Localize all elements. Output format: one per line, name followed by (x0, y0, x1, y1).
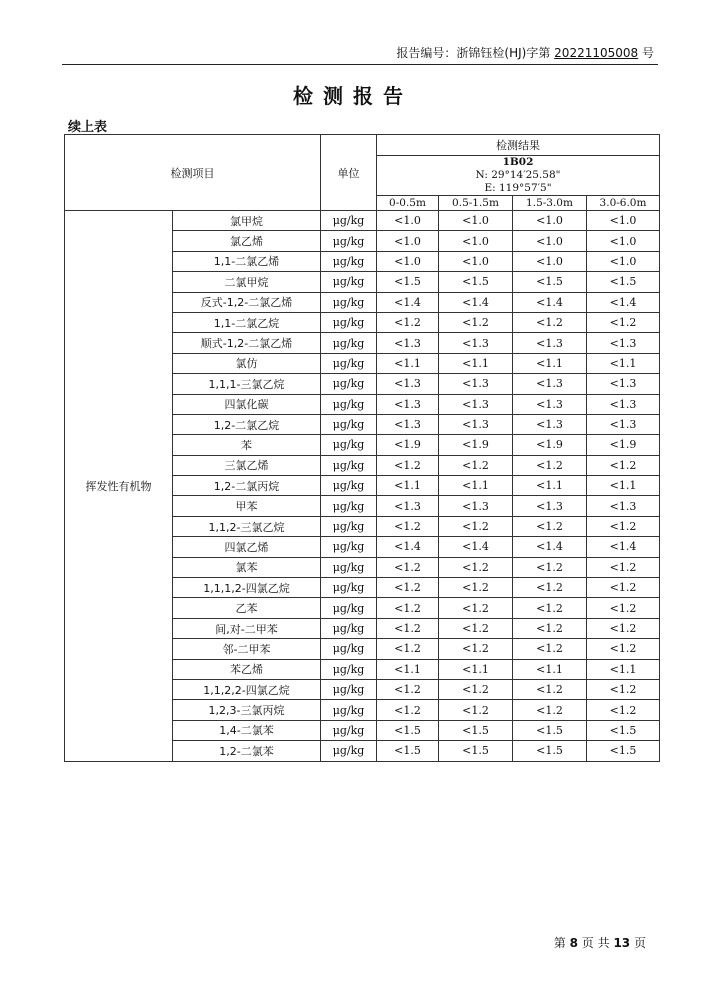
analyte-name: 氯乙烯 (173, 231, 321, 251)
depth-header: 3.0-6.0m (587, 196, 660, 211)
result-value: <1.9 (587, 435, 660, 455)
result-value: <1.0 (377, 231, 439, 251)
result-value: <1.3 (587, 333, 660, 353)
result-value: <1.2 (513, 578, 587, 598)
analyte-name: 1,2,3-三氯丙烷 (173, 700, 321, 720)
result-value: <1.4 (439, 292, 513, 312)
sample-point-lon: E: 119°57′5" (484, 182, 552, 194)
result-value: <1.5 (439, 272, 513, 292)
result-value: <1.0 (587, 231, 660, 251)
result-value: <1.2 (513, 557, 587, 577)
result-value: <1.3 (377, 333, 439, 353)
result-value: <1.2 (587, 639, 660, 659)
analyte-name: 邻-二甲苯 (173, 639, 321, 659)
result-value: <1.0 (513, 231, 587, 251)
result-value: <1.0 (587, 211, 660, 231)
result-value: <1.3 (587, 394, 660, 414)
result-value: <1.2 (513, 679, 587, 699)
result-value: <1.5 (513, 720, 587, 740)
analyte-name: 氯仿 (173, 353, 321, 373)
result-value: <1.5 (513, 272, 587, 292)
result-value: <1.0 (439, 251, 513, 271)
analyte-name: 氯甲烷 (173, 211, 321, 231)
sample-point (377, 156, 660, 196)
unit-cell: μg/kg (321, 557, 377, 577)
result-value: <1.2 (439, 700, 513, 720)
analyte-name: 1,1-二氯乙烯 (173, 251, 321, 271)
result-value: <1.4 (513, 537, 587, 557)
result-value: <1.5 (377, 741, 439, 761)
result-value: <1.2 (513, 455, 587, 475)
table-row (65, 211, 660, 231)
result-value: <1.2 (439, 557, 513, 577)
analyte-name: 1,1-二氯乙烷 (173, 312, 321, 332)
analyte-name: 间,对-二甲苯 (173, 618, 321, 638)
footer-total-pages: 13 (613, 936, 631, 950)
report-number (396, 44, 654, 61)
unit-cell: μg/kg (321, 211, 377, 231)
result-value: <1.1 (513, 659, 587, 679)
result-value: <1.1 (587, 476, 660, 496)
result-value: <1.2 (439, 312, 513, 332)
result-value: <1.2 (587, 312, 660, 332)
result-value: <1.1 (439, 659, 513, 679)
page-title: 检测报告 (293, 84, 413, 108)
page-footer (554, 934, 646, 951)
result-value: <1.2 (587, 618, 660, 638)
result-value: <1.2 (513, 516, 587, 536)
unit-cell: μg/kg (321, 679, 377, 699)
footer-suffix: 页 (633, 936, 646, 950)
unit-cell: μg/kg (321, 374, 377, 394)
results-body (65, 211, 660, 762)
result-value: <1.9 (439, 435, 513, 455)
analyte-name: 二氯甲烷 (173, 272, 321, 292)
result-value: <1.4 (587, 537, 660, 557)
result-value: <1.5 (513, 741, 587, 761)
result-value: <1.3 (513, 333, 587, 353)
result-value: <1.5 (587, 720, 660, 740)
continued-label: 续上表 (68, 120, 108, 135)
analyte-name: 乙苯 (173, 598, 321, 618)
result-value: <1.3 (439, 496, 513, 516)
result-value: <1.2 (587, 598, 660, 618)
header-result: 检测结果 (377, 135, 660, 156)
report-number-suffix: 号 (641, 46, 654, 60)
unit-cell: μg/kg (321, 251, 377, 271)
analyte-name: 反式-1,2-二氯乙烯 (173, 292, 321, 312)
result-value: <1.5 (587, 741, 660, 761)
unit-cell: μg/kg (321, 516, 377, 536)
unit-cell: μg/kg (321, 618, 377, 638)
result-value: <1.3 (377, 414, 439, 434)
result-value: <1.0 (513, 251, 587, 271)
category-cell: 挥发性有机物 (65, 211, 173, 762)
unit-cell: μg/kg (321, 353, 377, 373)
result-value: <1.3 (439, 414, 513, 434)
result-value: <1.0 (513, 211, 587, 231)
result-value: <1.2 (513, 312, 587, 332)
result-value: <1.3 (513, 496, 587, 516)
result-value: <1.3 (513, 394, 587, 414)
result-value: <1.2 (439, 578, 513, 598)
result-value: <1.3 (439, 333, 513, 353)
header-item: 检测项目 (65, 135, 321, 211)
result-value: <1.3 (439, 394, 513, 414)
result-value: <1.1 (439, 476, 513, 496)
analyte-name: 苯乙烯 (173, 659, 321, 679)
result-value: <1.2 (377, 618, 439, 638)
depth-header: 1.5-3.0m (513, 196, 587, 211)
analyte-name: 1,1,1-三氯乙烷 (173, 374, 321, 394)
unit-cell: μg/kg (321, 333, 377, 353)
result-value: <1.2 (513, 618, 587, 638)
unit-cell: μg/kg (321, 455, 377, 475)
analyte-name: 甲苯 (173, 496, 321, 516)
analyte-name: 氯苯 (173, 557, 321, 577)
result-value: <1.2 (439, 598, 513, 618)
analyte-name: 三氯乙烯 (173, 455, 321, 475)
header-divider (62, 64, 658, 65)
analyte-name: 1,1,2,2-四氯乙烷 (173, 679, 321, 699)
result-value: <1.2 (377, 598, 439, 618)
result-value: <1.5 (377, 720, 439, 740)
result-value: <1.1 (513, 476, 587, 496)
result-value: <1.2 (439, 639, 513, 659)
result-value: <1.3 (513, 414, 587, 434)
result-value: <1.3 (587, 496, 660, 516)
result-value: <1.2 (377, 639, 439, 659)
analyte-name: 1,2-二氯丙烷 (173, 476, 321, 496)
unit-cell: μg/kg (321, 231, 377, 251)
analyte-name: 1,4-二氯苯 (173, 720, 321, 740)
result-value: <1.2 (439, 516, 513, 536)
result-value: <1.2 (377, 516, 439, 536)
result-value: <1.0 (377, 211, 439, 231)
unit-cell: μg/kg (321, 435, 377, 455)
result-value: <1.2 (513, 639, 587, 659)
analyte-name: 1,1,1,2-四氯乙烷 (173, 578, 321, 598)
result-value: <1.4 (439, 537, 513, 557)
result-value: <1.5 (439, 741, 513, 761)
result-value: <1.2 (587, 455, 660, 475)
footer-prefix: 第 (553, 936, 566, 950)
result-value: <1.1 (513, 353, 587, 373)
result-value: <1.1 (377, 659, 439, 679)
unit-cell: μg/kg (321, 312, 377, 332)
analyte-name: 1,1,2-三氯乙烷 (173, 516, 321, 536)
unit-cell: μg/kg (321, 639, 377, 659)
unit-cell: μg/kg (321, 476, 377, 496)
unit-cell: μg/kg (321, 272, 377, 292)
result-value: <1.5 (587, 272, 660, 292)
result-value: <1.2 (513, 598, 587, 618)
unit-cell: μg/kg (321, 394, 377, 414)
result-value: <1.0 (377, 251, 439, 271)
result-value: <1.3 (377, 496, 439, 516)
result-value: <1.3 (513, 374, 587, 394)
result-value: <1.2 (587, 516, 660, 536)
result-value: <1.3 (587, 414, 660, 434)
result-value: <1.2 (377, 312, 439, 332)
report-number-label: 报告编号：浙锦钰检(HJ)字第 (396, 46, 551, 60)
result-value: <1.4 (587, 292, 660, 312)
result-value: <1.2 (377, 455, 439, 475)
unit-cell: μg/kg (321, 741, 377, 761)
result-value: <1.2 (587, 700, 660, 720)
header-unit: 单位 (321, 135, 377, 211)
result-value: <1.2 (587, 557, 660, 577)
report-number-value: 20221105008 (554, 46, 639, 60)
result-value: <1.2 (377, 679, 439, 699)
result-value: <1.4 (513, 292, 587, 312)
depth-header: 0.5-1.5m (439, 196, 513, 211)
analyte-name: 苯 (173, 435, 321, 455)
result-value: <1.4 (377, 537, 439, 557)
results-table (64, 134, 660, 762)
unit-cell: μg/kg (321, 578, 377, 598)
result-value: <1.9 (513, 435, 587, 455)
analyte-name: 四氯乙烯 (173, 537, 321, 557)
sample-point-id: 1B02 (502, 156, 534, 168)
analyte-name: 四氯化碳 (173, 394, 321, 414)
result-value: <1.2 (587, 578, 660, 598)
result-value: <1.5 (377, 272, 439, 292)
result-value: <1.2 (587, 679, 660, 699)
result-value: <1.5 (439, 720, 513, 740)
result-value: <1.2 (377, 578, 439, 598)
analyte-name: 顺式-1,2-二氯乙烯 (173, 333, 321, 353)
unit-cell: μg/kg (321, 292, 377, 312)
footer-page-number: 8 (569, 936, 578, 950)
result-value: <1.2 (439, 679, 513, 699)
result-value: <1.0 (587, 251, 660, 271)
result-value: <1.2 (377, 700, 439, 720)
result-value: <1.3 (439, 374, 513, 394)
analyte-name: 1,2-二氯苯 (173, 741, 321, 761)
result-value: <1.2 (377, 557, 439, 577)
result-value: <1.1 (587, 353, 660, 373)
footer-middle: 页 共 (581, 936, 610, 950)
result-value: <1.4 (377, 292, 439, 312)
result-value: <1.1 (377, 476, 439, 496)
result-value: <1.3 (377, 374, 439, 394)
depth-header: 0-0.5m (377, 196, 439, 211)
result-value: <1.1 (377, 353, 439, 373)
unit-cell: μg/kg (321, 700, 377, 720)
result-value: <1.2 (439, 455, 513, 475)
unit-cell: μg/kg (321, 496, 377, 516)
result-value: <1.1 (439, 353, 513, 373)
unit-cell: μg/kg (321, 598, 377, 618)
result-value: <1.2 (513, 700, 587, 720)
analyte-name: 1,2-二氯乙烷 (173, 414, 321, 434)
result-value: <1.0 (439, 211, 513, 231)
result-value: <1.3 (377, 394, 439, 414)
result-value: <1.1 (587, 659, 660, 679)
unit-cell: μg/kg (321, 720, 377, 740)
result-value: <1.9 (377, 435, 439, 455)
result-value: <1.2 (439, 618, 513, 638)
sample-point-lat: N: 29°14′25.58" (475, 169, 561, 181)
unit-cell: μg/kg (321, 537, 377, 557)
result-value: <1.0 (439, 231, 513, 251)
result-value: <1.3 (587, 374, 660, 394)
unit-cell: μg/kg (321, 659, 377, 679)
unit-cell: μg/kg (321, 414, 377, 434)
